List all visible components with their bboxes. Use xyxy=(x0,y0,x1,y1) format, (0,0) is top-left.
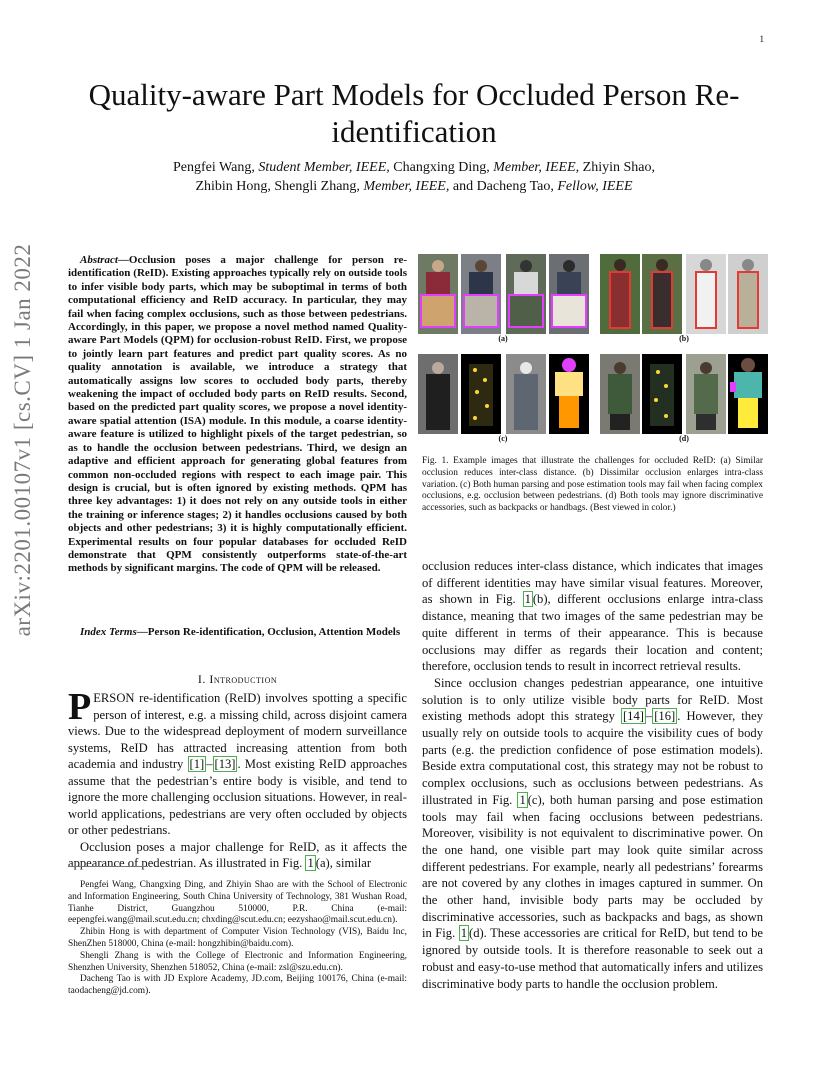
pedestrian-image xyxy=(461,254,501,334)
citation-link[interactable]: [1] xyxy=(189,757,205,771)
figure-group-b xyxy=(600,254,768,344)
citation-link[interactable]: [13] xyxy=(214,757,236,771)
pose-estimation-image xyxy=(461,354,501,434)
pedestrian-image xyxy=(686,354,726,434)
human-parsing-image xyxy=(728,354,768,434)
human-parsing-image xyxy=(549,354,589,434)
figure-link[interactable]: 1 xyxy=(524,592,531,607)
subfigure-label-d: (d) xyxy=(679,434,689,443)
figure-1 xyxy=(418,254,768,446)
figure-link[interactable]: 1 xyxy=(307,856,314,870)
figure-link[interactable]: 1 xyxy=(519,792,526,807)
pedestrian-image xyxy=(506,254,546,334)
footnotes: Pengfei Wang, Changxing Ding, and Zhiyin Shao are with the School of Electronic and Information Engineering, South China University of Technology, 381 Wushan Road, Tianhe District, Guangzhou 510000, P.R. China (e-mail: eepengfei.wang@mail.scut.edu.cn; chxding@scut.edu.cn; eezyshao@mail.scut.edu.cn). Zhibin Hong is with department of Computer Vision Technology (VIS), Baidu Inc, ShenZhen 518000, China (e-mail: hongzhibin@baidu.com). Shengli Zhang is with the College of Electronic and Information Engineering, Shenzhen University, Shenzhen 518052, China (e-mail: zsl@szu.edu.cn). Dacheng Tao is with JD Explore Academy, JD.com, Beijing 100176, China (e-mail: taodacheng@jd.com). xyxy=(68,880,407,997)
pedestrian-image xyxy=(418,354,458,434)
figure-group-a xyxy=(418,254,590,344)
figure-caption: Fig. 1. Example images that illustrate the challenges for occluded ReID: (a) Similar occlusion reduces inter-class distance. (b) Dissimilar occlusion enlarges intra-class variation. (c) Both human parsing and pose estimation tools may fail when facing complex occlusions, e.g. occlusion between pedestrians. (d) Both tools may ignore discriminative accessories, such as backpacks or handbags. (Best viewed in color.) xyxy=(422,456,763,514)
pedestrian-image xyxy=(642,254,682,334)
page-number: 1 xyxy=(759,34,764,44)
citation-link[interactable]: [14] xyxy=(622,709,644,724)
subfigure-label-c: (c) xyxy=(498,434,508,443)
figure-group-c xyxy=(418,354,590,444)
subfigure-label-b: (b) xyxy=(679,334,689,343)
pedestrian-image xyxy=(728,254,768,334)
citation-link[interactable]: [16] xyxy=(654,709,676,724)
pedestrian-image xyxy=(600,354,640,434)
right-column-text: occlusion reduces inter-class distance, which indicates that images of different identities may have similar visual features. Moreover, as shown in Fig. 1 (b), different occlusions enlarge intra-class distance, meaning that two images of the same pedestrian may be quite different in terms of their appearance. This is because occlusions may differ as regards their location and content; therefore, occlusion tends to result in incorrect retrieval results. Since occlusion changes pedestrian appearance, one intuitive solution is to only utilize visible body parts for ReID. Most existing methods adopt this strategy [14] – [16] . However, they usually rely on outside tools to acquire the visibility cues of body parts (e.g. the prediction confidence of pose estimation models). Beside extra computational cost, this strategy may not be robust to complex occlusions, such as occlusions between pedestrians. As illustrated in Fig. 1 (c), both human parsing and pose estimation tools may fail when facing occlusions between pedestrians. Moreover, visibility is not equivalent to discriminative power. On the one hand, one visible part may look quite similar across different pedestrians. For example, nearly all pedestrians’ forearms are not covered by any clothes in images captured in summer. On the other hand, invisible body parts may be occluded by discriminative accessories, such as backpacks and bags, as shown in Fig. 1 (d). These accessories are critical for ReID, but tend to be ignored by outside tools. It is therefore reasonable to seek out a robust and easy-to-use method that automatically infers and utilizes discriminative body parts to handle the occlusion problem. xyxy=(422,559,763,991)
pose-estimation-image xyxy=(642,354,682,434)
pedestrian-image xyxy=(549,254,589,334)
index-terms: Index Terms—Person Re-identification, Occlusion, Attention Models xyxy=(80,626,401,638)
pedestrian-image xyxy=(506,354,546,434)
section-heading: I. Introduction xyxy=(197,672,278,686)
figure-group-d xyxy=(600,354,768,444)
pedestrian-image xyxy=(686,254,726,334)
pedestrian-image xyxy=(418,254,458,334)
introduction-text: PERSON re-identification (ReID) involves spotting a specific person of interest, e.g. a missing child, across disjoint camera views. Due to the widespread deployment of modern surveillance systems, ReID has attracted increasing attention from both academia and industry [1] – [13] . Most existing ReID approaches assume that the pedestrian’s entire body is visible, and tend to ignore the more challenging occlusion situations. However, in real-world applications, pedestrians are very often occluded by objects or other pedestrians. Occlusion poses a major challenge for ReID, as it affects the appearance of pedestrian. As illustrated in Fig. 1 (a), similar xyxy=(68,686,407,870)
paper-title: Quality-aware Part Models for Occluded Person Re-identification xyxy=(88,77,740,149)
subfigure-label-a: (a) xyxy=(498,334,508,343)
drop-cap: P xyxy=(68,686,92,728)
figure-link[interactable]: 1 xyxy=(460,926,467,941)
pedestrian-image xyxy=(600,254,640,334)
abstract: Abstract—Occlusion poses a major challenge for person re-identification (ReID). Existing approaches typically rely on outside tools to infer visible body parts, which may be suboptimal in terms of both computational efficiency and ReID accuracy. In particular, they may fail when facing complex occlusions, such as those between pedestrians. Accordingly, in this paper, we propose a novel method named Quality-aware Part Models (QPM) for occlusion-robust ReID. First, we propose to jointly learn part features and predict part quality scores. As no quality annotation is available, we introduce a strategy that automatically assigns low scores to occluded body parts, thereby weakening the impact of occluded body parts on ReID results. Second, based on the predicted part quality scores, we propose a novel identity-aware spatial attention (ISA) module. In this module, a coarse identity-aware feature is utilized to highlight pixels of the target pedestrian, so as to handle the occlusion between pedestrians. Third, we design an adaptive and efficient approach for generating global features from common non-occluded regions with respect to each image pair. This design is crucial, but is often ignored by existing methods. QPM has three key advantages: 1) it does not rely on any outside tools in either the training or inference stages; 2) it handles occlusions caused by both objects and other pedestrians; 3) it is highly computationally efficient. Experimental results on four popular databases for occluded ReID demonstrate that QPM consistently outperforms state-of-the-art methods by significant margins. The code of QPM will be released. xyxy=(68,254,407,575)
arxiv-stamp: arXiv:2201.00107v1 [cs.CV] 1 Jan 2022 xyxy=(10,243,35,637)
footnote-divider xyxy=(68,866,148,867)
author-list: Pengfei Wang, Student Member, IEEE, Changxing Ding, Member, IEEE, Zhiyin Shao, Zhibin Hong, Shengli Zhang, Member, IEEE, and Dacheng Tao, Fellow, IEEE xyxy=(173,160,655,194)
